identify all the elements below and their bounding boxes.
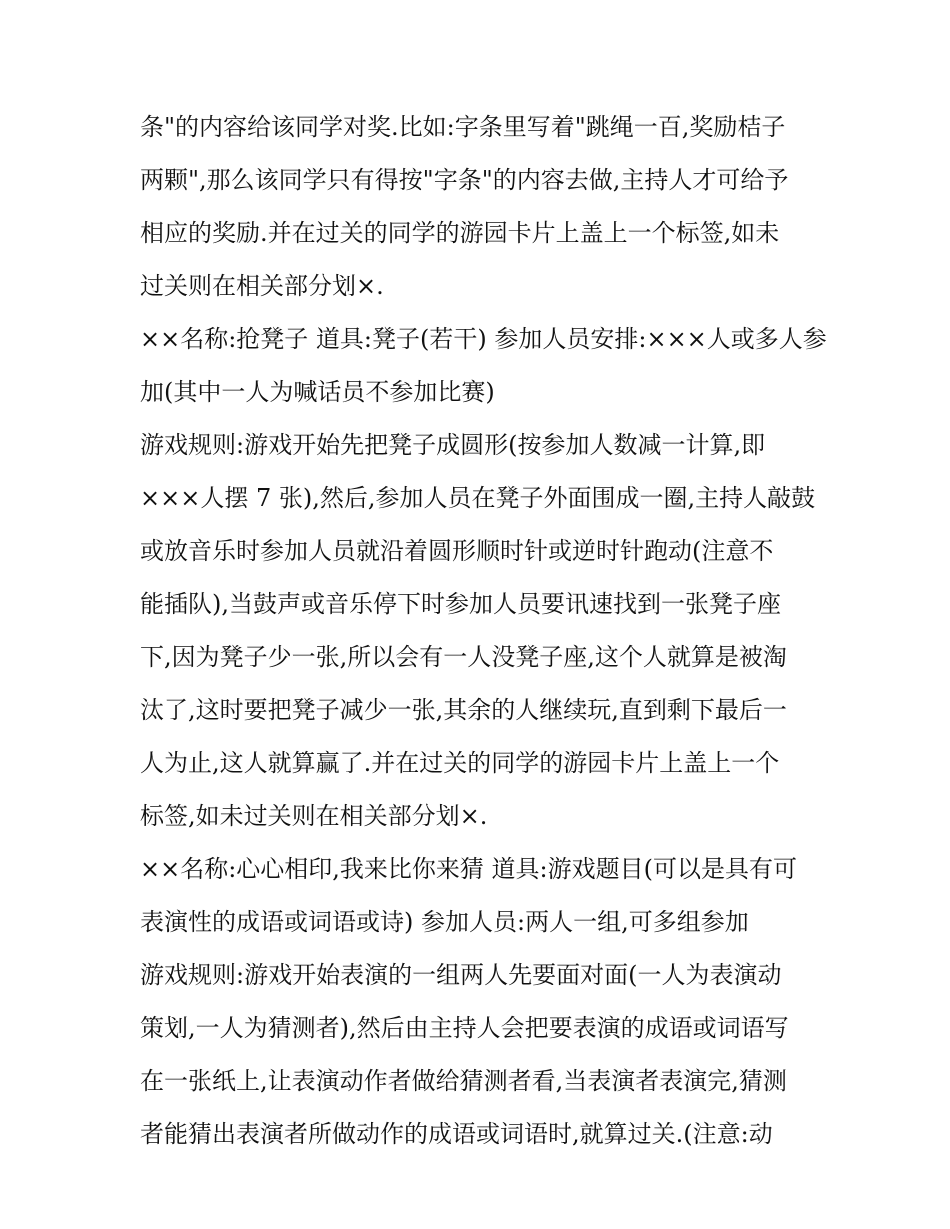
document-body (140, 101, 827, 1161)
text-line: 下,因为凳子少一张,所以会有一人没凳子座,这个人就算是被淘 (140, 643, 787, 671)
text-line: ××名称:抢凳子 道具:凳子(若干) 参加人员安排:×××人或多人参 (140, 325, 827, 353)
text-line: 游戏规则:游戏开始表演的一组两人先要面对面(一人为表演动 (140, 961, 782, 989)
text-line: 表演性的成语或词语或诗) 参加人员:两人一组,可多组参加 (140, 908, 749, 936)
text-line: ××名称:心心相印,我来比你来猜 道具:游戏题目(可以是具有可 (140, 855, 798, 883)
text-line: 两颗",那么该同学只有得按"字条"的内容去做,主持人才可给予 (140, 166, 789, 194)
text-line: 游戏规则:游戏开始先把凳子成圆形(按参加人数减一计算,即 (140, 431, 766, 459)
text-line: 汰了,这时要把凳子减少一张,其余的人继续玩,直到剩下最后一 (140, 696, 787, 724)
text-line: 条"的内容给该同学对奖.比如:字条里写着"跳绳一百,奖励桔子 (140, 113, 786, 141)
text-line: 或放音乐时参加人员就沿着圆形顺时针或逆时针跑动(注意不 (140, 537, 774, 565)
text-line: 相应的奖励.并在过关的同学的游园卡片上盖上一个标签,如未 (140, 219, 780, 247)
text-line: 者能猜出表演者所做动作的成语或词语时,就算过关.(注意:动 (140, 1120, 773, 1148)
text-line: 人为止,这人就算赢了.并在过关的同学的游园卡片上盖上一个 (140, 749, 780, 777)
text-line: 标签,如未过关则在相关部分划×. (140, 802, 488, 830)
text-line: 过关则在相关部分划×. (140, 272, 384, 300)
text-line: 在一张纸上,让表演动作者做给猜测者看,当表演者表演完,猜测 (140, 1067, 787, 1095)
text-line: 能插队),当鼓声或音乐停下时参加人员要讯速找到一张凳子座 (140, 590, 781, 618)
text-line: 策划,一人为猜测者),然后由主持人会把要表演的成语或词语写 (140, 1014, 789, 1042)
text-line: 加(其中一人为喊话员不参加比赛) (140, 378, 495, 406)
text-line: ×××人摆 7 张),然后,参加人员在凳子外面围成一圈,主持人敲鼓 (140, 484, 816, 512)
